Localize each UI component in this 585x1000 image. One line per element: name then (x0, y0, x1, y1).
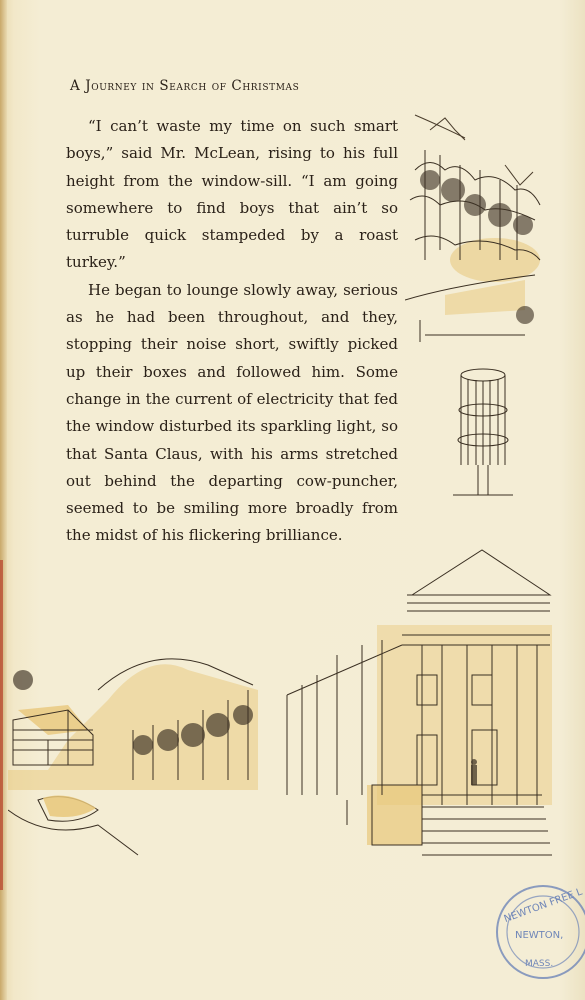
cabin-mountain-illustration (8, 640, 266, 865)
stamp-line-2: NEWTON, (515, 930, 564, 941)
stamp-line-3: MASS. (525, 959, 554, 969)
forest-sketch-illustration (405, 110, 545, 345)
tower-sketch-illustration (448, 365, 518, 505)
paragraph-2: He began to lounge slowly away, serious as he had been throughout, and they, stopping their noise short, swiftly picked up their boxes and followed him. Some change in the current of electricity that fed the window disturbed its sparkling light, so that Santa Claus, with his arms stretched out behind the departing cow-puncher, seemed to be smiling more broadly from the midst of his flickering brilliance. (66, 280, 398, 545)
body-text (66, 113, 398, 550)
spine-red-mark (0, 560, 3, 890)
stamp-line-1: NEWTON FREE L (502, 886, 584, 926)
paragraph-1: “I can’t waste my time on such smart boys,” said Mr. McLean, rising to his full height from the window-sill. “I am going somewhere to find boys that ain’t so turruble quick stampeded by a roast turkey.” (66, 117, 398, 272)
running-head: A Journey in Search of Christmas (70, 78, 300, 94)
classical-building-illustration (282, 545, 552, 875)
library-stamp (493, 882, 585, 982)
